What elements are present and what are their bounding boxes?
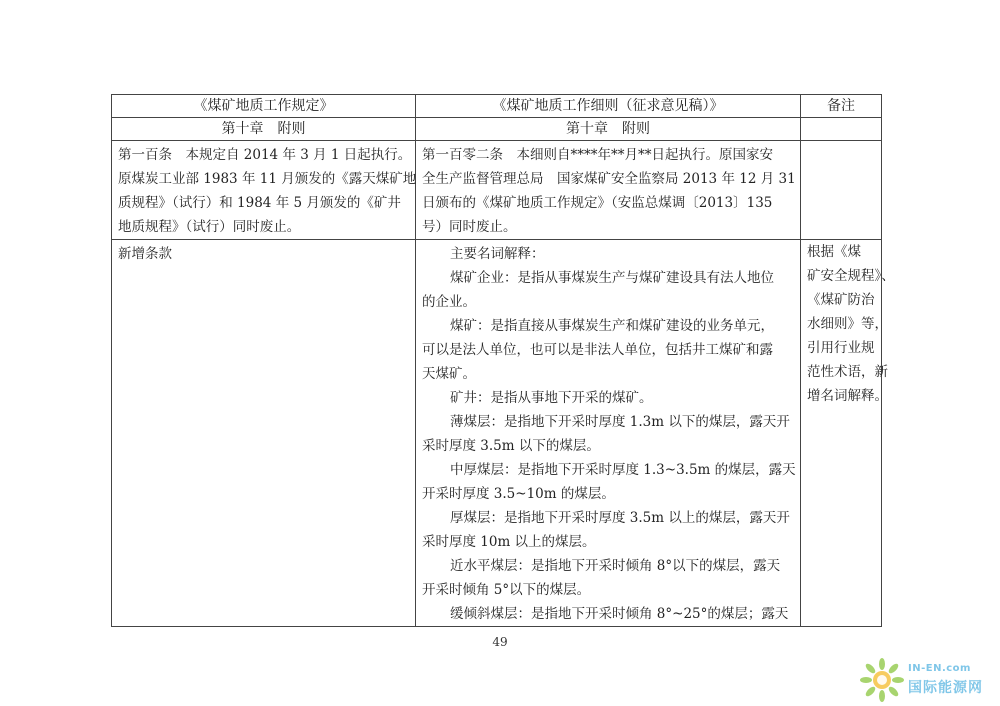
watermark-logo	[860, 658, 990, 702]
remark-note-line: 根据《煤	[807, 244, 861, 260]
remark-note-line: 《煤矿防治	[807, 292, 875, 308]
chapter-middle: 第十章 附则	[416, 118, 801, 141]
remark-note-line: 增名词解释。	[807, 388, 888, 404]
definition-line: 近水平煤层：是指地下开采时倾角 8°以下的煤层，露天	[450, 558, 781, 574]
article-100-cell	[112, 141, 416, 240]
definition-line: 矿井：是指从事地下开采的煤矿。	[450, 390, 653, 406]
definition-line: 采时厚度 10m 以上的煤层。	[422, 534, 596, 550]
definition-line: 采时厚度 3.5m 以下的煤层。	[422, 438, 600, 454]
new-clause-label: 新增条款	[112, 240, 416, 627]
header-new-rules: 《煤矿地质工作细则（征求意见稿）》	[416, 95, 801, 118]
article-row	[112, 141, 882, 240]
article-100-line: 质规程》（试行）和 1984 年 5 月颁发的《矿井	[118, 195, 401, 211]
remark-note-cell	[801, 240, 895, 627]
definitions-list	[422, 242, 794, 626]
watermark-domain: IN-EN.com	[908, 663, 971, 674]
definition-line: 主要名词解释：	[450, 246, 545, 262]
remark-note-line: 矿安全规程》、	[807, 268, 895, 284]
definition-line: 缓倾斜煤层：是指地下开采时倾角 8°~25°的煤层；露天	[450, 606, 789, 622]
new-clause-row	[112, 240, 882, 627]
article-100-line: 原煤炭工业部 1983 年 11 月颁发的《露天煤矿地	[118, 171, 417, 187]
sun-flower-icon	[860, 658, 904, 702]
article-100-line: 地质规程》（试行）同时废止。	[118, 219, 301, 235]
article-remark-cell	[801, 141, 882, 240]
article-102-line: 全生产监督管理总局 国家煤矿安全监察局 2013 年 12 月 31	[422, 171, 796, 187]
definition-line: 开采时倾角 5°以下的煤层。	[422, 582, 591, 598]
definition-line: 厚煤层：是指地下开采时厚度 3.5m 以上的煤层，露天开	[450, 510, 790, 526]
definition-line: 的企业。	[422, 294, 476, 310]
watermark-name: 国际能源网	[908, 680, 983, 696]
article-100-line: 第一百条 本规定自 2014 年 3 月 1 日起执行。	[118, 147, 412, 163]
header-remarks: 备注	[801, 95, 882, 118]
comparison-table	[111, 94, 895, 627]
remark-note-line: 引用行业规	[807, 340, 875, 356]
article-102-line: 日颁布的《煤矿地质工作规定》（安监总煤调〔2013〕135	[422, 195, 773, 211]
definition-line: 薄煤层：是指地下开采时厚度 1.3m 以下的煤层，露天开	[450, 414, 790, 430]
header-row	[112, 95, 882, 118]
chapter-left: 第十章 附则	[112, 118, 416, 141]
article-102-line: 第一百零二条 本细则自****年**月**日起执行。原国家安	[422, 147, 773, 163]
header-old-regulation: 《煤矿地质工作规定》	[112, 95, 416, 118]
definition-line: 开采时厚度 3.5~10m 的煤层。	[422, 486, 615, 502]
definitions-cell	[416, 240, 801, 627]
chapter-right	[801, 118, 882, 141]
remark-note-line: 范性术语，新	[807, 364, 888, 380]
remark-note-line: 水细则》等，	[807, 316, 888, 332]
article-102-line: 号）同时废止。	[422, 219, 517, 235]
page-number: 49	[492, 635, 508, 649]
definition-line: 可以是法人单位，也可以是非法人单位，包括井工煤矿和露	[422, 342, 773, 358]
chapter-row	[112, 118, 882, 141]
definition-line: 天煤矿。	[422, 366, 476, 382]
article-102-cell	[416, 141, 801, 240]
definition-line: 中厚煤层：是指地下开采时厚度 1.3~3.5m 的煤层，露天	[450, 462, 796, 478]
definition-line: 煤矿：是指直接从事煤炭生产和煤矿建设的业务单元，	[450, 318, 774, 334]
definition-line: 煤矿企业：是指从事煤炭生产与煤矿建设具有法人地位	[450, 270, 774, 286]
